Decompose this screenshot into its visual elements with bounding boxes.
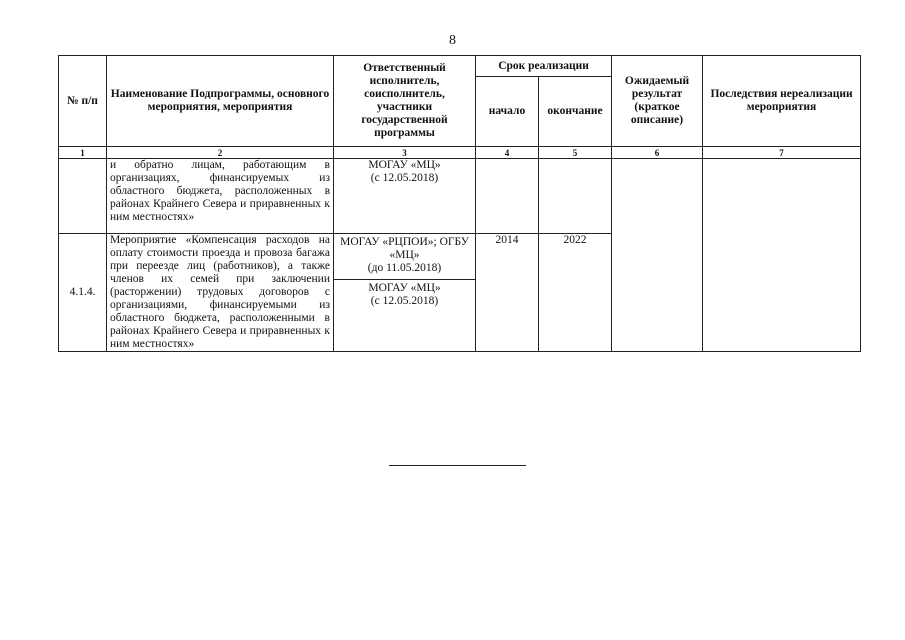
header-start: начало <box>476 77 539 147</box>
page-number: 8 <box>449 33 456 48</box>
executor-name: МОГАУ «РЦПОИ»; ОГБУ «МЦ» <box>340 236 469 261</box>
activity-name: и обратно лицам, работающим в организациях, финансируемых из областного бюджета, расположенных в районах Крайнего Севера и приравненных к ним местностях» <box>107 159 334 234</box>
activity-name: Мероприятие «Компенсация расходов на оплату стоимости проезда и провоза багажа при переезде лиц (работников), а также членов их семей при заключении (расторжении) трудовых договоров с организациями, финансируемыми из областного бюджета, расположенными в районах Крайнего Севера и приравненных к ним местностях» <box>107 234 334 352</box>
end-year: 2022 <box>539 234 612 352</box>
header-result: Ожидаемый результат (краткое описание) <box>612 56 703 147</box>
executor-cell <box>334 159 476 234</box>
row-number: 4.1.4. <box>59 234 107 352</box>
footer-rule <box>389 465 526 466</box>
consequences-cell <box>703 159 861 352</box>
executor-cell <box>334 234 476 352</box>
executor-date: (с 12.05.2018) <box>370 295 439 307</box>
header-end: окончание <box>539 77 612 147</box>
column-number: 5 <box>539 147 612 159</box>
executor-name: МОГАУ «МЦ» <box>368 159 441 171</box>
header-name: Наименование Подпрограммы, основного мероприятия, мероприятия <box>107 56 334 147</box>
start-year: 2014 <box>476 234 539 352</box>
executor-name: МОГАУ «МЦ» <box>368 282 441 294</box>
executor-entry <box>334 234 475 279</box>
row-number <box>59 159 107 234</box>
header-period: Срок реализации <box>476 56 612 77</box>
start-year <box>476 159 539 234</box>
header-num: № п/п <box>59 56 107 147</box>
end-year <box>539 159 612 234</box>
column-number: 1 <box>59 147 107 159</box>
column-number: 2 <box>107 147 334 159</box>
header-executor: Ответственный исполнитель, соисполнитель, участники государственной программы <box>334 56 476 147</box>
column-number: 4 <box>476 147 539 159</box>
executor-date: (с 12.05.2018) <box>370 172 439 184</box>
header-consequences: Последствия нереализации мероприятия <box>703 56 861 147</box>
executor-entry <box>334 279 475 312</box>
program-activities-table <box>58 55 861 352</box>
column-number: 3 <box>334 147 476 159</box>
executor-date: (до 11.05.2018) <box>367 262 442 274</box>
column-number: 6 <box>612 147 703 159</box>
column-number: 7 <box>703 147 861 159</box>
table-row <box>59 159 861 234</box>
expected-result-cell <box>612 159 703 352</box>
